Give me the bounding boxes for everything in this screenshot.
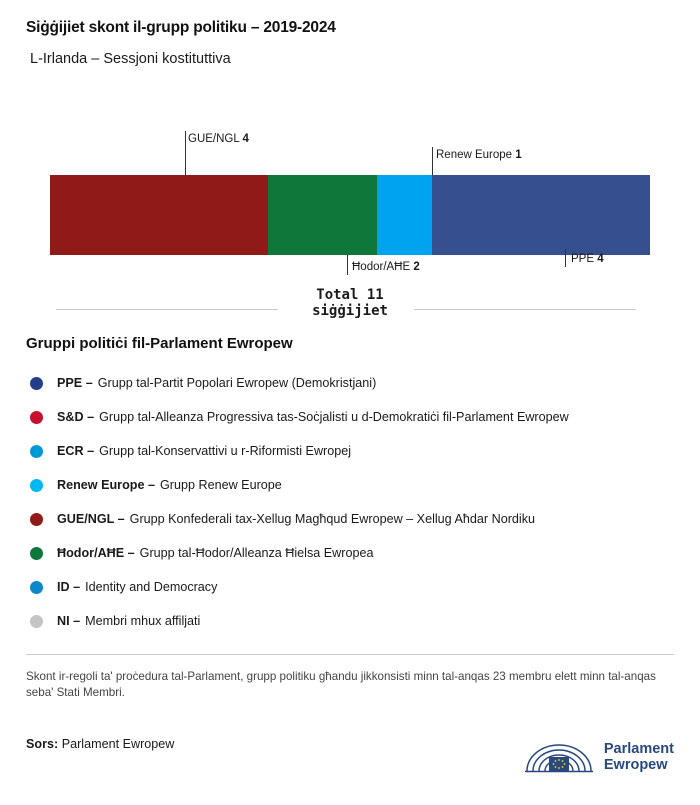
- page-title: Siġġijiet skont il-grupp politiku – 2019-2024: [26, 19, 336, 36]
- page-subtitle: L-Irlanda – Sessjoni kostituttiva: [30, 51, 231, 67]
- legend-name-id: Identity and Democracy: [85, 580, 218, 594]
- parliament-hemicycle-icon: [523, 737, 595, 777]
- logo-line-1: Parlament: [603, 741, 674, 757]
- legend-abbr-hodor-ahe: Ħodor/AĦE –: [57, 546, 135, 560]
- legend-item-ni: [26, 604, 674, 638]
- footnote-divider: [26, 654, 674, 655]
- legend-title: Gruppi politiċi fil-Parlament Ewropew: [26, 335, 293, 352]
- callout-ppe-label: PPE: [571, 253, 595, 265]
- footnote-text: Skont ir-regoli ta' proċedura tal-Parlament, grupp politiku għandu jikkonsisti minn tal-anqas 23 membru elett minn tal-anqas seba' Stati Membri.: [26, 670, 656, 699]
- total-seats: [26, 287, 674, 331]
- legend-name-hodor-ahe: Grupp tal-Ħodor/Alleanza Ħielsa Ewropea: [139, 546, 374, 560]
- legend-name-renew-europe: Grupp Renew Europe: [159, 478, 282, 492]
- legend-dot-ni-icon: [30, 615, 43, 628]
- bar-segment-hodor-ahe: [268, 175, 377, 255]
- callout-renew-europe-tick: [432, 147, 433, 175]
- legend-name-ppe: Grupp tal-Partit Popolari Ewropew (Demokristjani): [97, 376, 377, 390]
- callout-gue-ngl-tick: [185, 131, 186, 175]
- legend-name-ni: Membri mhux affiljati: [85, 614, 201, 628]
- european-parliament-logo: [523, 737, 674, 777]
- infographic-page: [0, 19, 700, 805]
- legend-dot-hodor-ahe-icon: [30, 547, 43, 560]
- callout-gue-ngl-value: 4: [242, 133, 249, 145]
- bar-segment-gue-ngl: [50, 175, 268, 255]
- legend-abbr-sd: S&D –: [57, 410, 95, 424]
- legend-dot-renew-europe-icon: [30, 479, 43, 492]
- source-label: Sors:: [26, 737, 59, 751]
- callout-gue-ngl: [188, 133, 249, 145]
- total-seats-text: [302, 287, 398, 319]
- callout-renew-europe: [436, 149, 522, 161]
- stacked-bar: [50, 175, 650, 255]
- legend-abbr-id: ID –: [57, 580, 81, 594]
- legend-name-gue-ngl: Grupp Konfederali tax-Xellug Magħqud Ewropew – Xellug Aħdar Nordiku: [129, 512, 535, 526]
- legend: [26, 366, 674, 638]
- callout-renew-europe-label: Renew Europe: [436, 149, 513, 161]
- legend-item-sd: [26, 400, 674, 434]
- seat-distribution-chart: [26, 133, 674, 273]
- legend-item-gue-ngl: [26, 502, 674, 536]
- legend-item-hodor-ahe: [26, 536, 674, 570]
- callout-hodor-ahe: [352, 261, 420, 273]
- legend-item-ppe: [26, 366, 674, 400]
- callout-renew-europe-value: 1: [515, 149, 522, 161]
- total-seats-line2: siġġijiet: [312, 303, 388, 319]
- legend-abbr-ni: NI –: [57, 614, 81, 628]
- bar-segment-renew-europe: [377, 175, 432, 255]
- callout-hodor-ahe-label: Ħodor/AĦE: [352, 261, 411, 273]
- legend-name-sd: Grupp tal-Alleanza Progressiva tas-Soċjalisti u d-Demokratiċi fil-Parlament Ewropew: [99, 410, 569, 424]
- bar-segment-ppe: [432, 175, 650, 255]
- callout-ppe-tick: [565, 249, 566, 267]
- callout-ppe-value: 4: [597, 253, 604, 265]
- legend-dot-sd-icon: [30, 411, 43, 424]
- total-rule-right: [414, 309, 636, 310]
- legend-abbr-renew-europe: Renew Europe –: [57, 478, 155, 492]
- callout-ppe: [571, 253, 604, 265]
- legend-item-id: [26, 570, 674, 604]
- legend-dot-gue-ngl-icon: [30, 513, 43, 526]
- source-value: Parlament Ewropew: [61, 737, 175, 751]
- total-seats-line1: Total 11: [316, 287, 384, 303]
- legend-abbr-gue-ngl: GUE/NGL –: [57, 512, 125, 526]
- total-rule-left: [56, 309, 278, 310]
- legend-abbr-ppe: PPE –: [57, 376, 93, 390]
- logo-wordmark: [604, 741, 674, 773]
- legend-abbr-ecr: ECR –: [57, 444, 95, 458]
- legend-dot-id-icon: [30, 581, 43, 594]
- legend-item-ecr: [26, 434, 674, 468]
- logo-line-2: Ewropew: [603, 757, 668, 773]
- legend-dot-ecr-icon: [30, 445, 43, 458]
- legend-name-ecr: Grupp tal-Konservattivi u r-Riformisti Ewropej: [99, 444, 352, 458]
- legend-dot-ppe-icon: [30, 377, 43, 390]
- callout-gue-ngl-label: GUE/NGL: [188, 133, 240, 145]
- legend-item-renew-europe: [26, 468, 674, 502]
- callout-hodor-ahe-value: 2: [413, 261, 420, 273]
- callout-hodor-ahe-tick: [347, 255, 348, 275]
